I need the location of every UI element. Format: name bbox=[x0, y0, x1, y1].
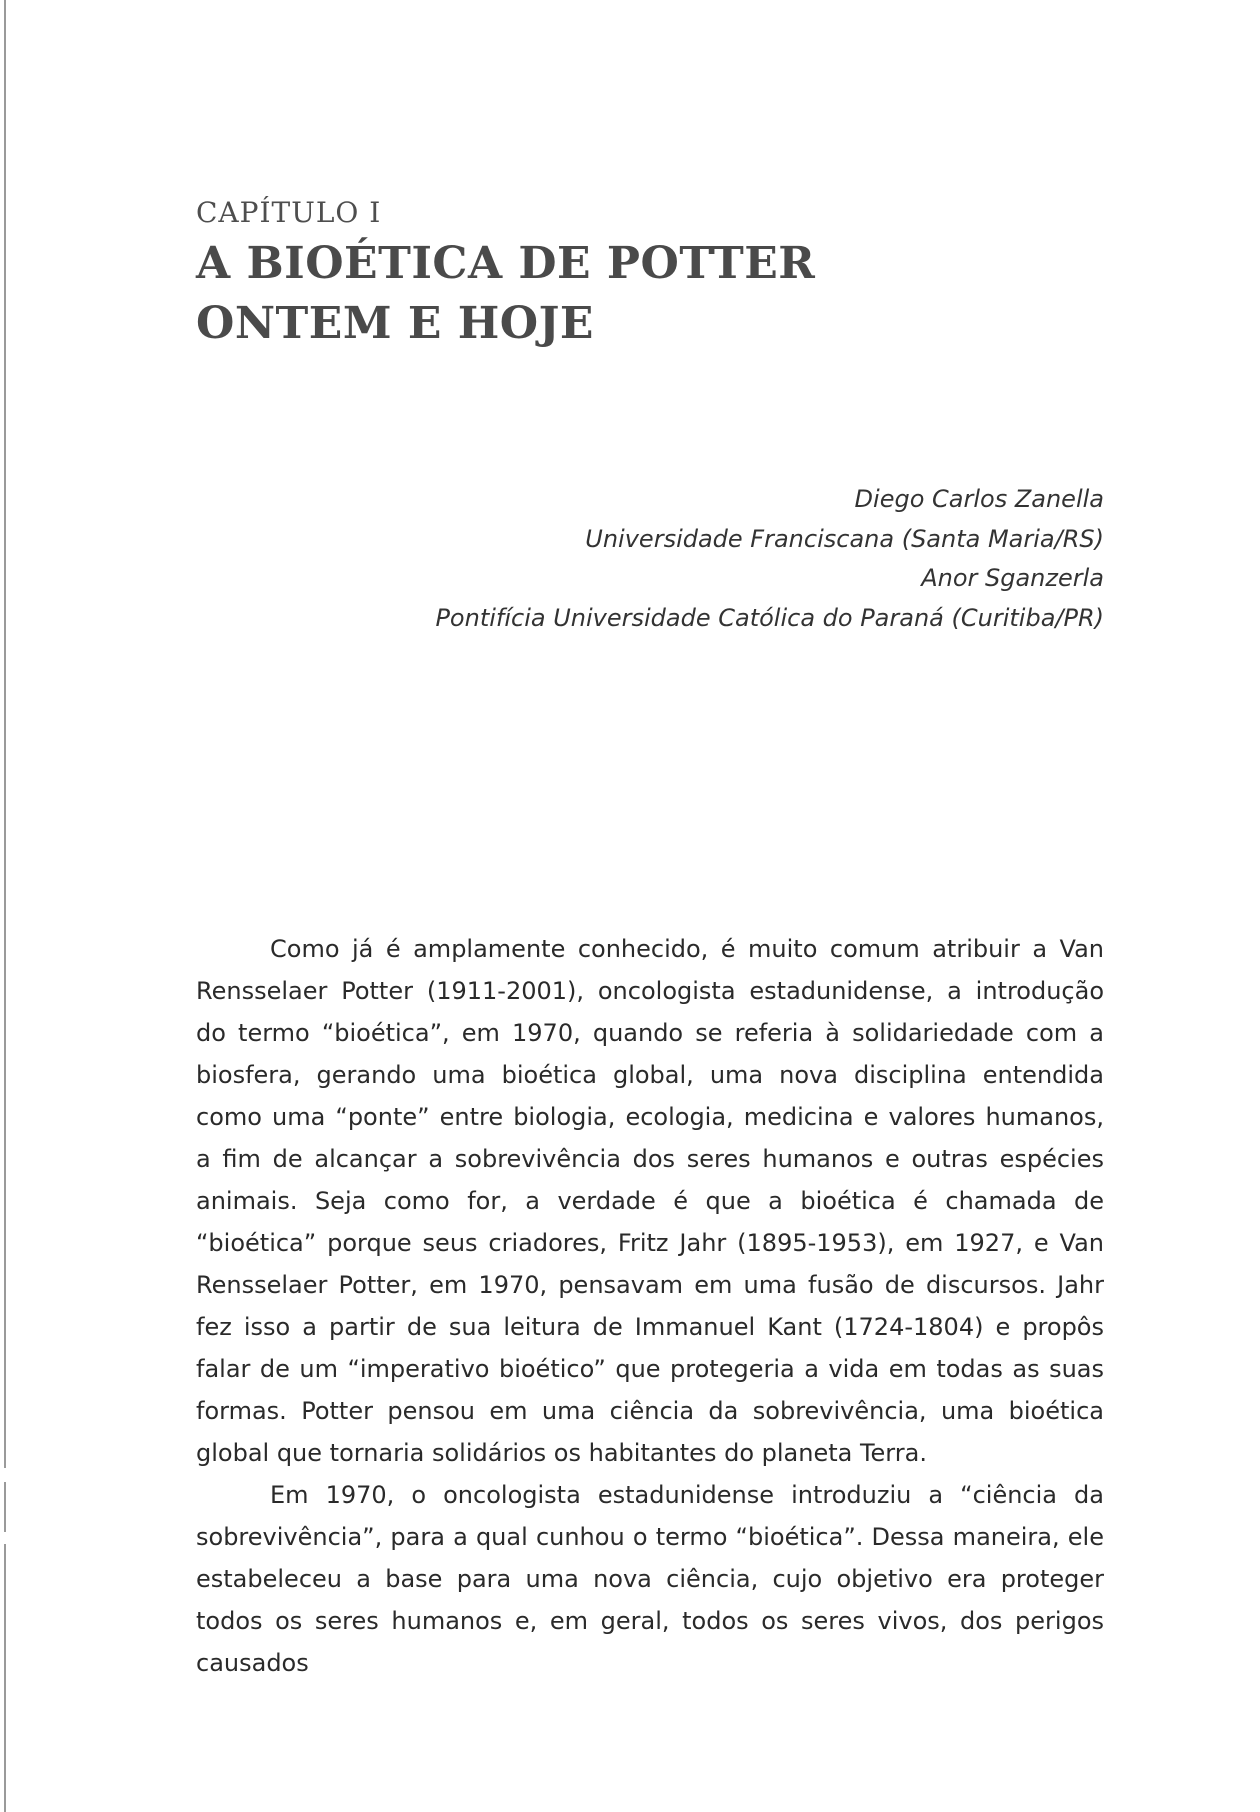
author-name: Diego Carlos Zanella bbox=[854, 485, 1104, 513]
chapter-label: CAPÍTULO I bbox=[196, 196, 382, 229]
author-name: Anor Sganzerla bbox=[921, 564, 1104, 592]
body-text bbox=[196, 928, 1104, 1684]
author-affiliation: Universidade Franciscana (Santa Maria/RS) bbox=[585, 524, 1104, 553]
chapter-title bbox=[196, 234, 1104, 354]
author-block bbox=[196, 480, 1104, 638]
page-edge-gap bbox=[0, 1532, 8, 1544]
chapter-title-line-1: A BIOÉTICA DE POTTER bbox=[196, 238, 816, 289]
body-paragraph: Como já é amplamente conhecido, é muito comum atribuir a Van Rensselaer Potter (1911-2001), oncologista estadunidense, a introdução do termo “bioética”, em 1970, quando se referia à solidariedade com a biosfera, gerando uma bioética global, uma nova disciplina entendida como uma “ponte” entre biologia, ecologia, medicina e valores humanos, a fim de alcançar a sobrevivência dos seres humanos e outras espécies animais. Seja como for, a verdade é que a bioética é chamada de “bioética” porque seus criadores, Fritz Jahr (1895-1953), em 1927, e Van Rensselaer Potter, em 1970, pensavam em uma fusão de discursos. Jahr fez isso a partir de sua leitura de Immanuel Kant (1724-1804) e propôs falar de um “imperativo bioético” que protegeria a vida em todas as suas formas. Potter pensou em uma ciência da sobrevivência, uma bioética global que tornaria solidários os habitantes do planeta Terra. bbox=[196, 935, 1104, 1467]
page-edge-gap bbox=[0, 1468, 8, 1482]
document-page bbox=[196, 196, 1104, 1684]
chapter-title-line-2: ONTEM E HOJE bbox=[196, 298, 594, 349]
body-paragraph: Em 1970, o oncologista estadunidense introduziu a “ciência da sobrevivência”, para a qual cunhou o termo “bioética”. Dessa maneira, ele estabeleceu a base para uma nova ciência, cujo objetivo era proteger todos os seres humanos e, em geral, todos os seres vivos, dos perigos causados bbox=[196, 1481, 1104, 1677]
author-affiliation: Pontifícia Universidade Católica do Paraná (Curitiba/PR) bbox=[435, 603, 1104, 632]
